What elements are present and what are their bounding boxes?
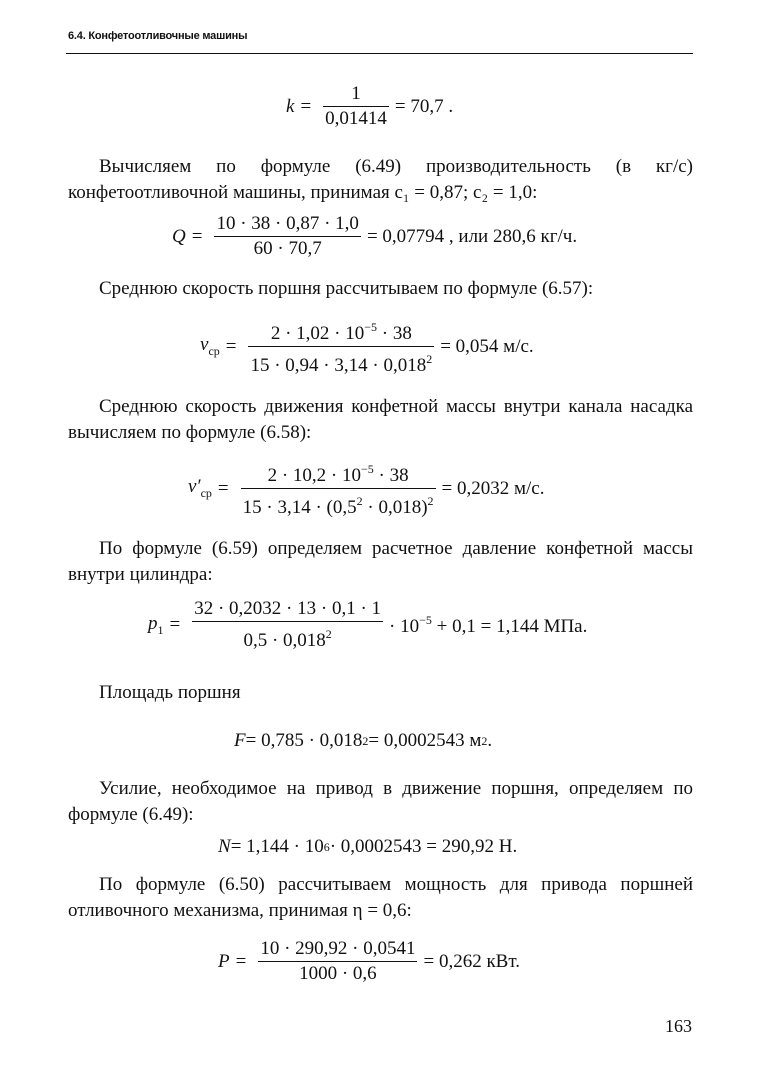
- formula-v2-numerator: [266, 458, 411, 488]
- num-exponent: −5: [364, 320, 378, 334]
- den-part: · 0,018): [362, 497, 428, 518]
- formula-v-numerator: [269, 316, 414, 346]
- formula-k-lhs: k: [286, 95, 295, 117]
- formula-p1-lhs-group: [148, 613, 164, 638]
- formula-v2-fraction: [241, 458, 436, 519]
- formula-p-lhs: P: [218, 950, 230, 972]
- formula-v2-lhs: v′: [188, 476, 201, 497]
- formula-p1-eq: =: [169, 614, 181, 635]
- den-exponent: 2: [356, 494, 363, 508]
- formula-v2-eq: =: [217, 477, 229, 499]
- formula-p1-denominator: [241, 622, 333, 652]
- formula-p1-numerator: 32 · 0,2032 · 13 · 0,1 · 1: [194, 598, 382, 619]
- formula-q-fraction: [214, 213, 360, 260]
- formula-n: [218, 836, 517, 858]
- formula-f-exponent: 2: [362, 733, 369, 748]
- formula-v-lhs: v: [200, 334, 209, 355]
- formula-q: [172, 213, 577, 260]
- den-exponent: 2: [427, 494, 434, 508]
- formula-p1-tail: [389, 613, 587, 638]
- formula-v2-lhs-group: [188, 476, 212, 501]
- formula-q-numerator: 10 · 38 · 0,87 · 1,0: [216, 213, 359, 234]
- formula-v2-lhs-sub: ср: [200, 486, 212, 500]
- den-part: 15 · 0,94 · 3,14 · 0,018: [250, 355, 427, 376]
- paragraph-7: По формуле (6.50) рассчитываем мощность для привода поршней отливочного механизма, принимая η = 0,6:: [68, 874, 693, 921]
- formula-n-exponent: 6: [323, 839, 330, 854]
- formula-v-lhs-sub: ср: [208, 344, 220, 358]
- num-part: 2 · 10,2 · 10: [267, 465, 361, 486]
- running-title: 6.4. Конфетоотливочные машины: [68, 30, 248, 42]
- formula-q-eq: =: [191, 225, 203, 247]
- formula-p-denominator: 1000 · 0,6: [299, 963, 377, 984]
- formula-k-result: = 70,7 .: [394, 95, 454, 117]
- formula-p1-lhs: p: [148, 612, 158, 634]
- den-exponent: 2: [426, 352, 433, 366]
- formula-p1: [148, 598, 587, 652]
- formula-n-lhs: N: [218, 836, 231, 857]
- paragraph-2: Среднюю скорость поршня рассчитываем по формуле (6.57):: [99, 278, 594, 299]
- formula-k-fraction: [323, 83, 389, 130]
- num-part: 2 · 1,02 · 10: [270, 323, 365, 344]
- formula-v-eq: =: [225, 335, 237, 357]
- tail-part: + 0,1 = 1,144 МПа.: [431, 615, 588, 637]
- formula-v-denominator: [248, 347, 434, 377]
- formula-f-part: .: [487, 730, 493, 751]
- formula-v2-denominator: [241, 489, 436, 519]
- formula-v-result: = 0,054 м/с.: [440, 335, 534, 357]
- formula-q-denominator: 60 · 70,7: [253, 238, 322, 259]
- formula-v: [200, 316, 534, 377]
- formula-f-lhs: F: [234, 730, 246, 751]
- paragraph-6: Усилие, необходимое на привод в движение поршня, определяем по формуле (6.49):: [68, 778, 693, 825]
- formula-k: [286, 83, 453, 130]
- formula-p1-lhs-sub: 1: [157, 622, 164, 637]
- formula-k-eq: =: [300, 95, 312, 117]
- formula-p-result: = 0,262 кВт.: [423, 950, 520, 972]
- paragraph-5: Площадь поршня: [99, 682, 241, 703]
- formula-p-fraction: [258, 938, 417, 985]
- formula-p-eq: =: [235, 950, 247, 972]
- num-part: · 38: [377, 323, 412, 344]
- formula-q-result: = 0,07794 , или 280,6 кг/ч.: [366, 225, 578, 247]
- page-number: 163: [665, 1016, 692, 1036]
- formula-f-exponent: 2: [481, 733, 488, 748]
- formula-q-lhs: Q: [172, 225, 186, 247]
- den-part: 15 · 3,14 · (0,5: [242, 497, 357, 518]
- den-part: 0,5 · 0,018: [243, 630, 326, 651]
- formula-p: [218, 938, 520, 985]
- num-exponent: −5: [360, 462, 374, 476]
- formula-v-lhs-group: [200, 334, 220, 359]
- tail-exponent: −5: [419, 612, 432, 627]
- tail-part: · 10: [389, 615, 420, 637]
- formula-f: [234, 730, 492, 752]
- formula-v2-result: = 0,2032 м/с.: [441, 477, 545, 499]
- formula-n-part: · 0,0002543 = 290,92 Н.: [329, 836, 518, 857]
- formula-k-denominator: 0,01414: [325, 108, 387, 129]
- formula-p1-fraction: [192, 598, 383, 652]
- formula-v-fraction: [248, 316, 434, 377]
- formula-f-part: = 0,0002543 м: [368, 730, 482, 751]
- paragraph-4: По формуле (6.59) определяем расчетное давление конфетной массы внутри цилиндра:: [68, 538, 693, 585]
- paragraph-1: Вычисляем по формуле (6.49) производительность (в кг/с) конфетоотливочной машины, принимая c₁ = 0,87; c₂ = 1,0:: [68, 156, 693, 203]
- formula-v2: [188, 458, 544, 519]
- formula-f-part: = 0,785 · 0,018: [245, 730, 363, 751]
- paragraph-3: Среднюю скорость движения конфетной массы внутри канала насадка вычисляем по формуле (6.58):: [68, 396, 693, 443]
- formula-k-numerator: 1: [351, 83, 361, 104]
- den-exponent: 2: [325, 627, 332, 641]
- formula-p-numerator: 10 · 290,92 · 0,0541: [260, 938, 416, 959]
- num-part: · 38: [373, 465, 409, 486]
- formula-n-part: = 1,144 · 10: [230, 836, 324, 857]
- header-rule: [66, 53, 693, 54]
